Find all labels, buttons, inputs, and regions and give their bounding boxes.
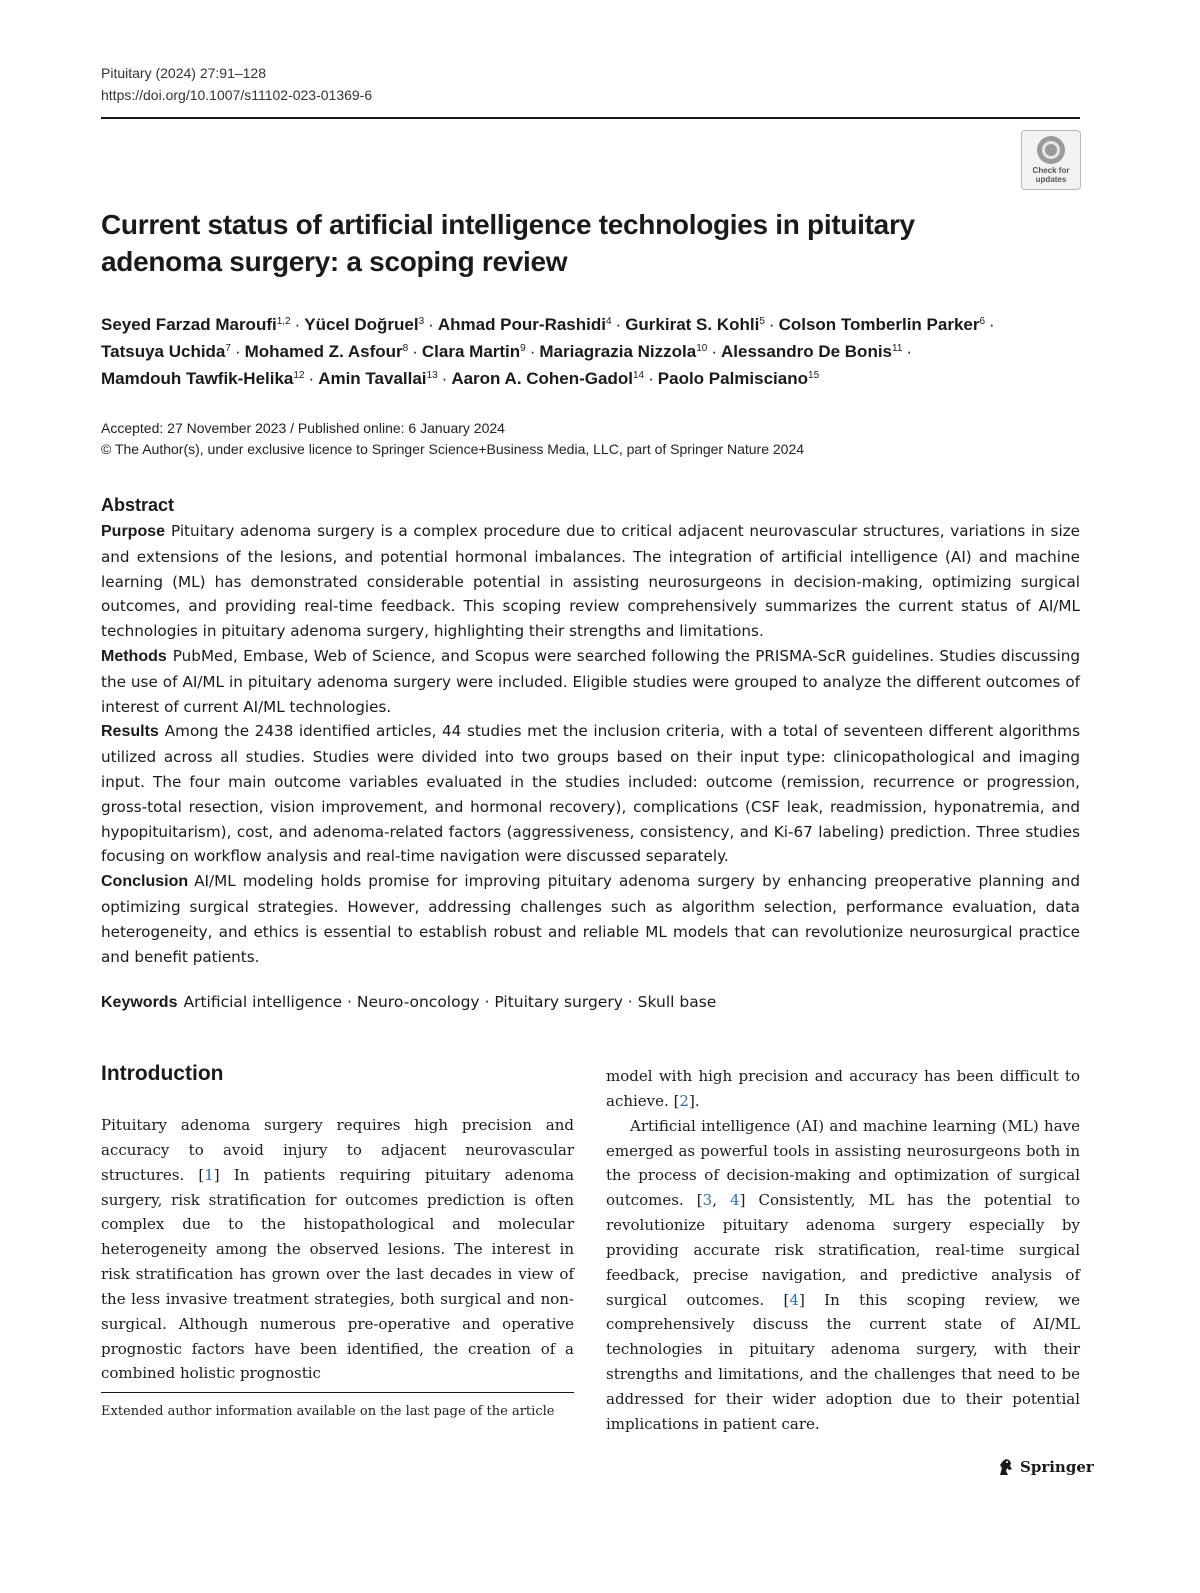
author-name[interactable]: Aaron A. Cohen‑Gadol (451, 369, 633, 388)
author-list (101, 310, 1081, 391)
abstract-results (101, 719, 1080, 869)
author-affiliation[interactable]: 13 (426, 370, 438, 381)
author-separator: · (615, 315, 622, 334)
article-title: Current status of artificial intelligence technologies in pituitary adenoma surgery: a scoping review (101, 209, 915, 277)
intro-text: Pituitary adenoma surgery requires high precision and accuracy to avoid injury to adjacent neurovascular structures. [ (101, 1116, 574, 1184)
author-separator: · (989, 315, 995, 334)
author-name[interactable]: Mohamed Z. Asfour (244, 342, 403, 361)
author-affiliation[interactable]: 3 (418, 316, 425, 327)
author-affiliation[interactable]: 8 (402, 343, 409, 354)
author-name[interactable]: Alessandro De Bonis (721, 342, 893, 361)
author-affiliation[interactable]: 4 (605, 316, 612, 327)
abstract-methods (101, 644, 1080, 719)
author-separator: · (428, 315, 434, 334)
citation-separator: , (712, 1191, 731, 1210)
dates-line: Accepted: 27 November 2023 / Published online: 6 January 2024 (101, 420, 505, 436)
author-name[interactable]: Amin Tavallai (318, 369, 427, 388)
author-separator: · (294, 315, 301, 334)
purpose-text: Pituitary adenoma surgery is a complex procedure due to critical adjacent neurovascular structures, variations in size and extensions of the lesions, and potential hormonal imbalances. The integration of artificial intelligence (AI) and machine learning (ML) has demonstrated considerable potential in assisting neurosurgeons in decision-making, optimizing surgical outcomes, and providing real-time feedback. This scoping review comprehensively summarizes the current status of AI/ML technologies in pituitary adenoma surgery, highlighting their strengths and limitations. (101, 522, 1080, 641)
author-name[interactable]: Clara Martin (421, 342, 521, 361)
keywords (101, 990, 1080, 1015)
methods-label: Methods (101, 647, 167, 665)
citation-link[interactable]: 3 (702, 1191, 713, 1210)
author-separator: · (529, 342, 536, 361)
author-separator: · (412, 342, 418, 361)
author-separator: · (768, 315, 775, 334)
intro-text: ] In this scoping review, we comprehensively discuss the current state of AI/ML technologies in pituitary adenoma surgery, with their strengths and limitations, and the challenges that need to be addressed for their wider adoption due to their potential implications in patient care. (606, 1290, 1080, 1433)
author-name[interactable]: Gurkirat S. Kohli (625, 315, 760, 334)
author-affiliation[interactable]: 6 (979, 316, 986, 327)
intro-text: model with high precision and accuracy has been difficult to achieve. [ (606, 1067, 1080, 1110)
keywords-label: Keywords (101, 994, 178, 1011)
author-affiliation[interactable]: 7 (225, 343, 231, 354)
intro-paragraph (606, 1114, 1080, 1437)
badge-text: Check for updates (1032, 166, 1070, 184)
author-name[interactable]: Yücel Doğruel (304, 315, 419, 334)
citation-link[interactable]: 4 (730, 1191, 740, 1210)
author-separator: · (711, 342, 718, 361)
abstract-purpose (101, 519, 1080, 644)
author-name[interactable]: Mamdouh Tawfik‑Helika (101, 369, 294, 388)
conclusion-label: Conclusion (101, 873, 189, 891)
footnote-rule (101, 1392, 574, 1393)
springer-horse-icon (996, 1457, 1016, 1477)
author-affiliation[interactable]: 15 (808, 370, 820, 381)
author-affiliation[interactable]: 1,2 (276, 316, 291, 327)
footnote: Extended author information available on the last page of the article (101, 1404, 555, 1419)
author-separator: · (441, 369, 448, 388)
citation-link[interactable]: 2 (679, 1091, 689, 1110)
purpose-label: Purpose (101, 523, 166, 540)
check-for-updates-icon (1037, 136, 1065, 164)
springer-logo (996, 1457, 1094, 1477)
publication-dates (101, 418, 804, 460)
intro-paragraph (101, 1113, 574, 1386)
author-affiliation[interactable]: 9 (520, 343, 526, 354)
methods-text: PubMed, Embase, Web of Science, and Scopus were searched following the PRISMA-ScR guidelines. Studies discussing the use of AI/ML in pituitary adenoma surgery were included. Eligible studies were grouped to analyze the different outcomes of interest of current AI/ML technologies. (101, 646, 1080, 716)
intro-right-column (606, 1064, 1080, 1437)
author-affiliation[interactable]: 11 (892, 343, 903, 354)
author-affiliation[interactable]: 10 (696, 343, 708, 354)
author-name[interactable]: Seyed Farzad Maroufi (101, 315, 277, 334)
introduction-heading: Introduction (101, 1062, 224, 1085)
author-name[interactable]: Paolo Palmisciano (657, 369, 809, 388)
intro-text: ] Consistently, ML has the potential to revolutionize pituitary adenoma surgery especially by providing accurate risk stratification, real-time surgical feedback, precise navigation, and predictive analysis of surgical outcomes. [ (606, 1191, 1080, 1309)
intro-text: Artificial intelligence (AI) and machine learning (ML) have emerged as powerful tools in assisting neurosurgeons both in the process of decision-making and optimization of surgical outcomes. [ (606, 1116, 1080, 1210)
author-separator: · (906, 342, 913, 361)
journal-citation: Pituitary (2024) 27:91–128 (101, 65, 266, 81)
abstract-conclusion (101, 869, 1080, 969)
conclusion-text: AI/ML modeling holds promise for improving pituitary adenoma surgery by enhancing preoperative planning and optimizing surgical strategies. However, addressing challenges such as algorithm selection, performance evaluation, data heterogeneity, and ethics is essential to establish robust and reliable ML models that can revolutionize neurosurgical practice and benefit patients. (101, 872, 1080, 966)
intro-paragraph (606, 1064, 1080, 1114)
author-separator: · (234, 342, 241, 361)
citation-link[interactable]: 4 (789, 1290, 799, 1309)
abstract-body (101, 519, 1080, 969)
author-affiliation[interactable]: 12 (293, 370, 305, 381)
results-text: Among the 2438 identified articles, 44 studies met the inclusion criteria, with a total of seventeen different algorithms utilized across all studies. Studies were divided into two groups based on their input type: clinicopathological and imaging input. The four main outcome variables evaluated in the studies included: outcome (remission, recurrence or progression, gross-total resection, vision improvement, and hormonal recovery), complications (CSF leak, readmission, hyponatremia, and hypopituitarism), cost, and adenoma-related factors (aggressiveness, consistency, and Ki-67 labeling) prediction. Three studies focusing on workflow analysis and real-time navigation were discussed separately. (101, 722, 1080, 866)
results-label: Results (101, 723, 159, 741)
author-affiliation[interactable]: 5 (759, 316, 765, 327)
check-for-updates-badge[interactable] (1021, 130, 1081, 190)
intro-text: ]. (688, 1091, 700, 1110)
intro-left-column (101, 1113, 574, 1386)
intro-text: ] In patients requiring pituitary adenoma surgery, risk stratification for outcomes prediction is often complex due to the histopathological and molecular heterogeneity among the observed lesions. The interest in risk stratification has grown over the last decades in view of the less invasive treatment strategies, both surgical and non-surgical. Although numerous pre-operative and operative prognostic factors have been identified, the creation of a combined holistic prognostic (101, 1165, 575, 1383)
author-name[interactable]: Mariagrazia Nizzola (539, 342, 697, 361)
publisher-name: Springer (1020, 1458, 1094, 1476)
citation-link[interactable]: 1 (204, 1165, 214, 1184)
copyright-line: © The Author(s), under exclusive licence to Springer Science+Business Media, LLC, part of Springer Nature 2024 (101, 441, 805, 457)
author-name[interactable]: Ahmad Pour‑Rashidi (437, 315, 606, 334)
author-separator: · (308, 369, 315, 388)
author-name[interactable]: Tatsuya Uchida (101, 342, 226, 361)
abstract-heading: Abstract (101, 495, 175, 515)
header-rule (101, 117, 1080, 119)
keywords-text: Artificial intelligence · Neuro-oncology · Pituitary surgery · Skull base (183, 993, 717, 1011)
author-affiliation[interactable]: 14 (632, 370, 645, 381)
author-name[interactable]: Colson Tomberlin Parker (778, 315, 980, 334)
doi-link[interactable]: https://doi.org/10.1007/s11102-023-01369-6 (101, 87, 373, 103)
author-separator: · (648, 369, 654, 388)
